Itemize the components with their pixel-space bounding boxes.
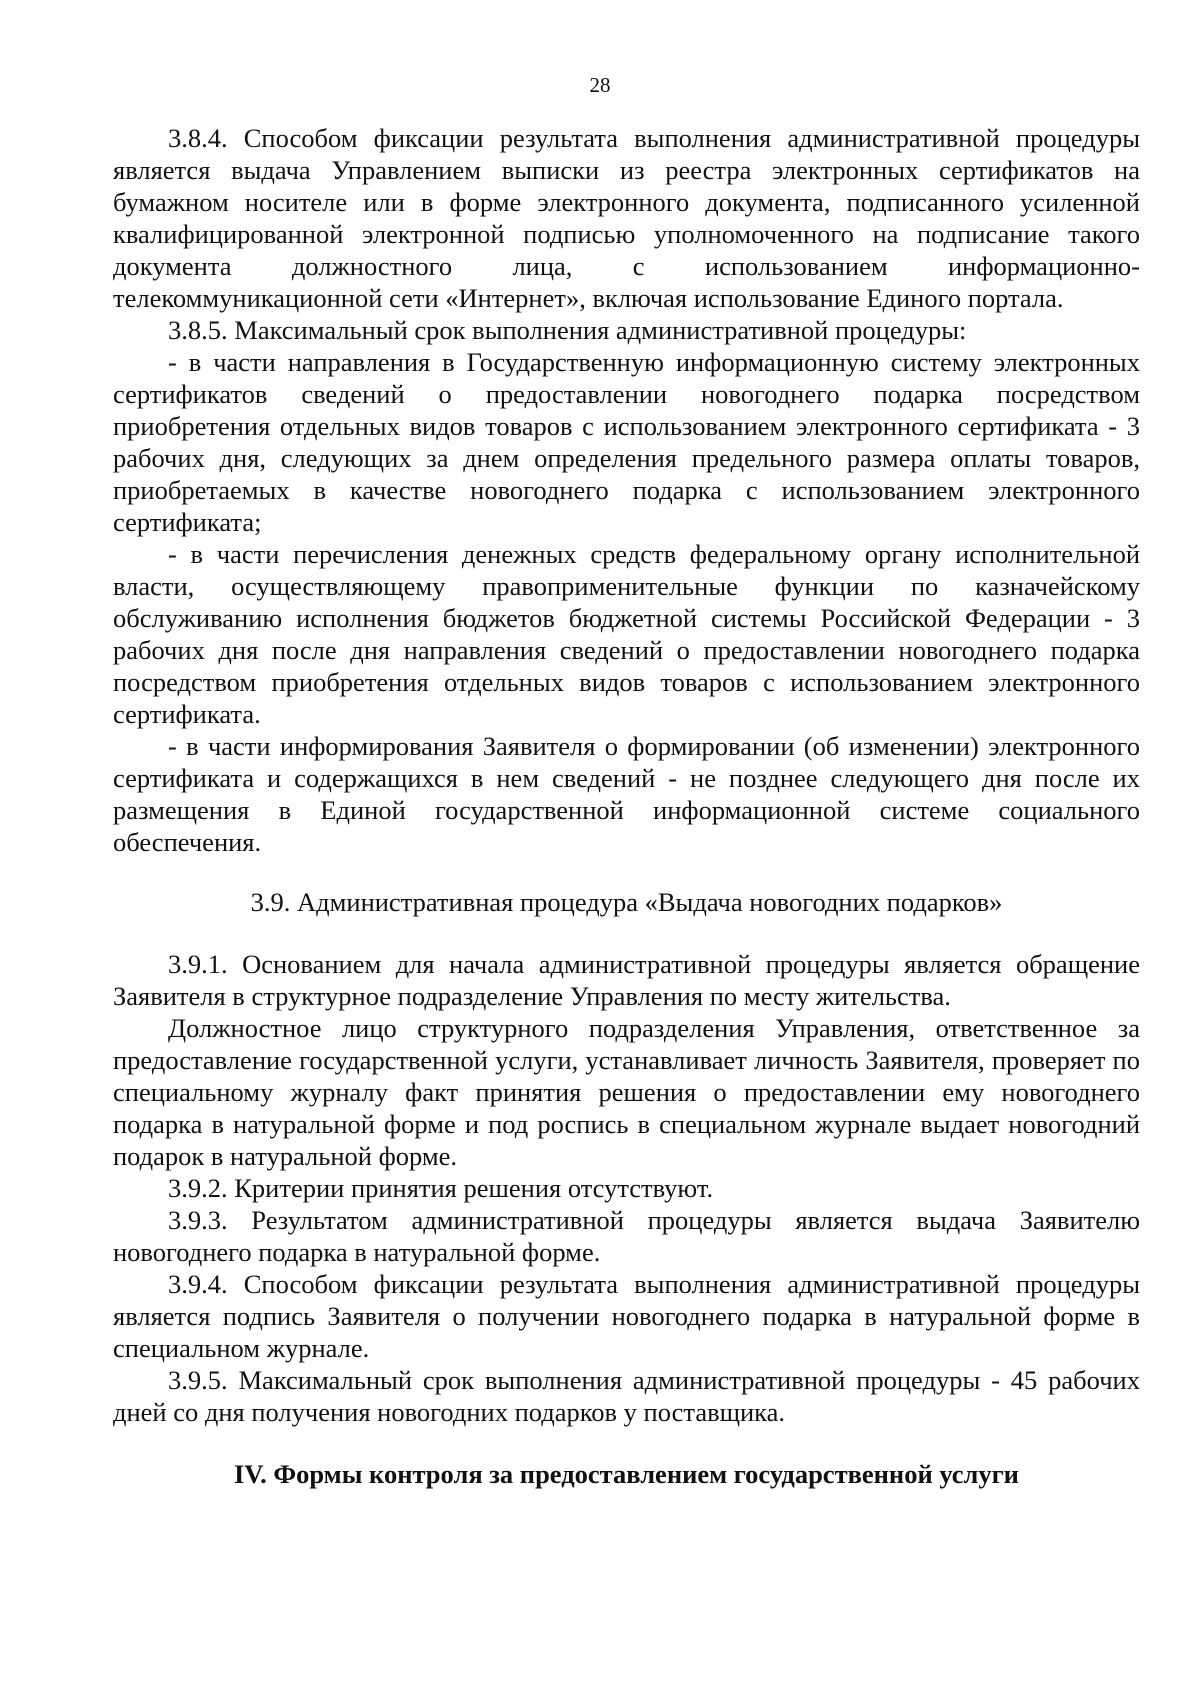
list-item-funds-transfer: - в части перечисления денежных средств федеральному органу исполнительной власти, осуществляющему правоприменительные функции по казначейскому обслуживанию исполнения бюджетов бюджетной системы Российской Федерации - 3 рабочих дня после дня направления сведений о предоставлении новогоднего подарка посредством приобретения отдельных видов товаров с использованием электронного сертификата. [113, 539, 1140, 729]
section-heading-3-9: 3.9. Административная процедура «Выдача новогодних подарков» [250, 887, 1003, 917]
paragraph-3-9-3: 3.9.3. Результатом административной процедуры является выдача Заявителю новогоднего подарка в натуральной форме. [113, 1205, 1140, 1267]
list-item-applicant-informing: - в части информирования Заявителя о формировании (об изменении) электронного сертификата и содержащихся в нем сведений - не позднее следующего дня после их размещения в Единой государственной информационной системе социального обеспечения. [113, 731, 1140, 857]
paragraph-3-9-4: 3.9.4. Способом фиксации результата выполнения административной процедуры является подпись Заявителя о получении новогоднего подарка в натуральной форме в специальном журнале. [113, 1269, 1140, 1363]
document-body [113, 122, 1140, 1490]
paragraph-official-duties: Должностное лицо структурного подразделения Управления, ответственное за предоставление государственной услуги, устанавливает личность Заявителя, проверяет по специальному журналу факт принятия решения о предоставлении ему новогоднего подарка в натуральной форме и под роспись в специальном журнале выдает новогодний подарок в натуральной форме. [113, 1013, 1140, 1171]
paragraph-3-9-5: 3.9.5. Максимальный срок выполнения административной процедуры - 45 рабочих дней со дня получения новогодних подарков у поставщика. [113, 1365, 1140, 1427]
paragraph-3-8-5: 3.8.5. Максимальный срок выполнения административной процедуры: [168, 315, 967, 345]
list-item-gis-sending: - в части направления в Государственную информационную систему электронных сертификатов сведений о предоставлении новогоднего подарка посредством приобретения отдельных видов товаров с использованием электронного сертификата - 3 рабочих дня, следующих за днем определения предельного размера оплаты товаров, приобретаемых в качестве новогоднего подарка с использованием электронного сертификата; [113, 347, 1140, 537]
chapter-heading-iv: IV. Формы контроля за предоставлением государственной услуги [234, 1459, 1019, 1489]
paragraph-3-9-2: 3.9.2. Критерии принятия решения отсутствуют. [168, 1173, 714, 1203]
paragraph-3-8-4: 3.8.4. Способом фиксации результата выполнения административной процедуры является выдача Управлением выписки из реестра электронных сертификатов на бумажном носителе или в форме электронного документа, подписанного усиленной квалифицированной электронной подписью уполномоченного на подписание такого документа должностного лица, с использованием информационно-телекоммуникационной сети «Интернет», включая использование Единого портала. [113, 123, 1140, 313]
page-number: 28 [589, 73, 611, 97]
paragraph-3-9-1: 3.9.1. Основанием для начала административной процедуры является обращение Заявителя в структурное подразделение Управления по месту жительства. [113, 949, 1140, 1011]
